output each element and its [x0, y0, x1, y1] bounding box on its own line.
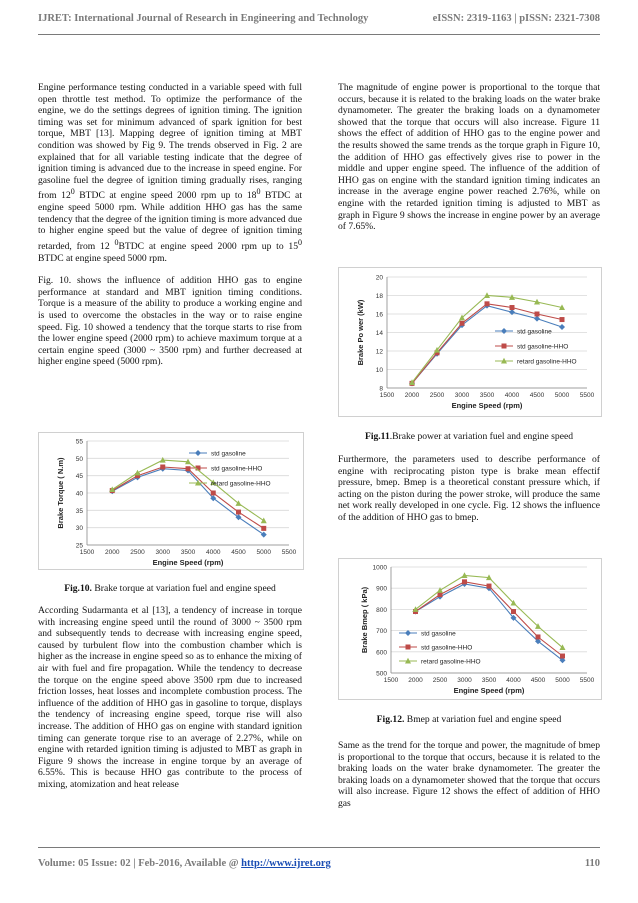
figure-11-caption: Fig.11.Brake power at variation fuel and engine speed: [364, 431, 574, 442]
x-tick-label: 3000: [454, 392, 470, 399]
y-tick-label: 800: [376, 606, 387, 614]
footer-rule: [38, 847, 600, 848]
page-number: 110: [584, 858, 600, 869]
x-tick-label: 4500: [529, 392, 545, 399]
data-point: [535, 312, 540, 317]
data-point: [261, 526, 266, 531]
data-point: [406, 645, 411, 650]
y-tick-label: 12: [375, 348, 383, 356]
data-point: [195, 450, 201, 456]
x-tick-label: 5500: [579, 677, 595, 684]
data-point: [511, 609, 516, 614]
x-tick-label: 3500: [180, 549, 196, 556]
y-axis-label: Brake Po wer (kW): [356, 299, 365, 366]
x-tick-label: 1500: [383, 677, 399, 684]
legend-label: std gasoline: [421, 630, 456, 638]
bmep-chart: [339, 559, 601, 699]
x-tick-label: 5500: [579, 392, 595, 399]
y-axis-label: Brake Bmep ( kPa): [360, 586, 369, 654]
x-tick-label: 4500: [530, 677, 546, 684]
data-point: [560, 317, 565, 322]
data-point: [510, 305, 515, 310]
y-tick-label: 700: [376, 628, 387, 636]
paragraph: The magnitude of engine power is proportional to the torque that occurs, because it is related to the braking loads on the water brake dynamometer. The greater the braking loads on a dynamometer showed that the torque that occurs will also increase. Figure 11 shows the effect of addition of HHO gas to the engine power and the results showed the same trends as the torque graph in Figure 10, the addition of HHO gas effectively gives rise to power in the middle and upper engine speed. The influence of the addition of HHO gas on engine with the standard ignition timing indicates an increase in the average engine power reached 2.76%, while on engine with the retarded ignition timing is adjusted to MBT as graph in Figure 9 shows the increase in engine power by an average of 7.65%.: [338, 82, 600, 233]
x-tick-label: 2500: [429, 392, 445, 399]
y-tick-label: 16: [375, 311, 383, 319]
x-tick-label: 3000: [155, 549, 170, 556]
y-tick-label: 500: [376, 670, 387, 678]
y-axis-label: Brake Torque ( N.m): [56, 457, 65, 529]
legend-label: std gasoline-HHO: [517, 343, 569, 351]
data-point: [501, 328, 507, 334]
x-tick-label: 2500: [432, 677, 448, 684]
y-tick-label: 600: [376, 649, 387, 657]
legend-label: std gasoline-HHO: [421, 644, 473, 652]
y-tick-label: 10: [375, 367, 383, 374]
x-tick-label: 2000: [404, 392, 420, 399]
figure-12-caption: Fig.12. Bmep at variation fuel and engine speed: [376, 714, 562, 725]
data-point: [502, 344, 507, 349]
y-tick-label: 18: [375, 293, 383, 300]
y-tick-label: 35: [75, 507, 83, 515]
y-tick-label: 50: [75, 455, 83, 463]
legend-label: retard gasoline-HHO: [517, 358, 577, 366]
y-tick-label: 1000: [372, 564, 387, 572]
y-tick-label: 20: [375, 274, 383, 282]
y-tick-label: 25: [75, 542, 83, 550]
brake-power-chart: [339, 268, 601, 416]
x-tick-label: 5000: [554, 392, 570, 399]
x-tick-label: 5500: [281, 549, 297, 556]
figure-12: [338, 558, 602, 700]
x-axis-label: Engine Speed (rpm): [451, 401, 523, 410]
data-point: [462, 579, 467, 584]
x-tick-label: 1500: [79, 549, 95, 556]
y-tick-label: 30: [75, 525, 83, 533]
header-rule: [38, 34, 600, 35]
figure-10-caption: Fig.10. Brake torque at variation fuel and engine speed: [64, 583, 276, 594]
data-point: [536, 634, 541, 639]
running-header: [38, 13, 600, 24]
x-tick-label: 3000: [457, 677, 472, 684]
x-axis-label: Engine Speed (rpm): [453, 686, 525, 695]
data-point: [534, 316, 540, 322]
data-point: [211, 491, 216, 496]
running-footer: [38, 858, 600, 869]
paragraph: Same as the trend for the torque and power, the magnitude of bmep is proportional to the torque that occurs, because it is related to the braking loads on the water brake dynamometer. The greater the braking loads on a dynamometer showed that the torque that occurs will also increase. Figure 12 shows the effect of addition of HHO gas: [338, 740, 600, 809]
x-tick-label: 3500: [481, 677, 497, 684]
right-column-middle: [338, 454, 600, 524]
right-column-bottom: [338, 740, 600, 810]
data-point: [485, 301, 490, 306]
issn: eISSN: 2319-1163 | pISSN: 2321-7308: [432, 13, 600, 24]
data-point: [487, 584, 492, 589]
data-point: [236, 510, 241, 515]
data-point: [560, 654, 565, 659]
y-tick-label: 45: [75, 473, 83, 481]
paragraph: Furthermore, the parameters used to describe performance of engine with reciprocating piston type is brake mean effectif pressure, bmep. Bmep is a theoretical constant pressure which, if acting on the piston during the power stroke, will produce the same net work really developed in one cycle. Fig. 12 shows the influence of the addition of HHO gas to bmep.: [338, 454, 600, 523]
legend-label: retard gasoline-HHO: [211, 480, 271, 488]
x-tick-label: 1500: [379, 392, 395, 399]
x-tick-label: 2000: [105, 549, 120, 556]
brake-torque-chart: [39, 433, 303, 569]
legend-label: std gasoline-HHO: [211, 465, 263, 473]
x-tick-label: 5000: [555, 677, 570, 684]
x-tick-label: 4000: [504, 392, 520, 399]
x-tick-label: 4500: [231, 549, 246, 556]
journal-link[interactable]: http://www.ijret.org: [241, 858, 331, 869]
data-point: [186, 466, 191, 471]
y-tick-label: 40: [75, 490, 83, 498]
right-column-top: [338, 82, 600, 233]
x-tick-label: 2500: [130, 549, 145, 556]
series-line: [112, 469, 263, 535]
paragraph: According Sudarmanta et al [13], a tendency of increase in torque with increasing engine speed until the round of 3000 ~ 3500 rpm and subsequently tends to decrease with increasing engine speed, caused by turbulent flow into the combustion chamber which is higher as the increase in engine speed so as to enhance the mixing of air with fuel and fire propagation. While the tendency to decrease the torque on the engine speed above 3500 rpm due to increased friction losses, heat losses and incomplete combustion process. The influence of the addition of HHO gas in gasoline to torque, displays the tendency of increasing engine speed, torque rise will also increase. The addition of HHO gas on engine with standard ignition timing can generate torque rise to an average of 2.27%, while on engine with retarded ignition timing is adjusted to MBT as graph in Figure 9 shows the increase in engine torque by an average of 6.55%. This is because HHO gas contribute to the process of mixing, atomization and heat release: [38, 605, 303, 790]
legend-label: std gasoline: [211, 450, 246, 458]
left-column-top: [38, 82, 302, 368]
y-tick-label: 55: [75, 438, 83, 446]
data-point: [460, 321, 465, 326]
y-tick-label: 8: [379, 385, 383, 393]
journal-name: IJRET: International Journal of Research in Engineering and Technology: [38, 13, 369, 24]
x-tick-label: 3500: [479, 392, 495, 399]
y-tick-label: 14: [375, 330, 383, 337]
legend-label: std gasoline: [517, 328, 552, 336]
data-point: [160, 465, 165, 470]
legend-label: retard gasoline-HHO: [421, 658, 481, 666]
x-tick-label: 4000: [206, 549, 221, 556]
paragraph: Engine performance testing conducted in a variable speed with full open throttle test method. To optimize the performance of the engine, we do the settings degrees of ignition timing. The ignition timing was set for minimum advanced of spark ignition for best torque, MBT [13]. Mapping degree of ignition timing at MBT condition was showed by Fig 9. The trends observed in Fig. 2 are explained that for all variable testing indicate that the degree of ignition timing is advanced due to the increase in speed engine. For gasoline fuel the degree of ignition timing gradually rises, ranging from $12^0$ BTDC at engine speed 2000 rpm up to $18^0$ BTDC at engine speed 5000 rpm. While addition HHO gas has the same tendency that the degree of the ignition timing is more advanced due to higher engine speed but the value of degree of ignition timing retarded, from 12 $^0$BTDC at engine speed 2000 rpm up to $15^0$ BTDC at engine speed 5000 rpm.: [38, 82, 303, 264]
volume-info: Volume: 05 Issue: 02 | Feb-2016, Available @ http://www.ijret.org: [38, 858, 331, 869]
figure-10: [38, 432, 304, 570]
y-tick-label: 900: [376, 585, 387, 593]
data-point: [559, 324, 565, 330]
data-point: [135, 470, 141, 476]
x-tick-label: 2000: [408, 677, 423, 684]
data-point: [261, 518, 267, 524]
x-tick-label: 4000: [506, 677, 521, 684]
x-tick-label: 5000: [256, 549, 271, 556]
figure-11: [338, 267, 602, 417]
x-axis-label: Engine Speed (rpm): [152, 558, 224, 567]
left-column-bottom: [38, 605, 302, 791]
paragraph: Fig. 10. shows the influence of addition HHO gas to engine performance at standard and MBT ignition timing conditions. Torque is a measure of the ability to produce a working engine and is used to overcome the obstacles in the way or to raise engine speed. Fig. 10 showed a tendency that the torque starts to rise from the lower engine speed (2000 rpm) to achieve maximum torque at a certain engine speed (3000 ~ 3500 rpm) and further decreased at higher engine speed (5000 rpm).: [38, 275, 302, 368]
